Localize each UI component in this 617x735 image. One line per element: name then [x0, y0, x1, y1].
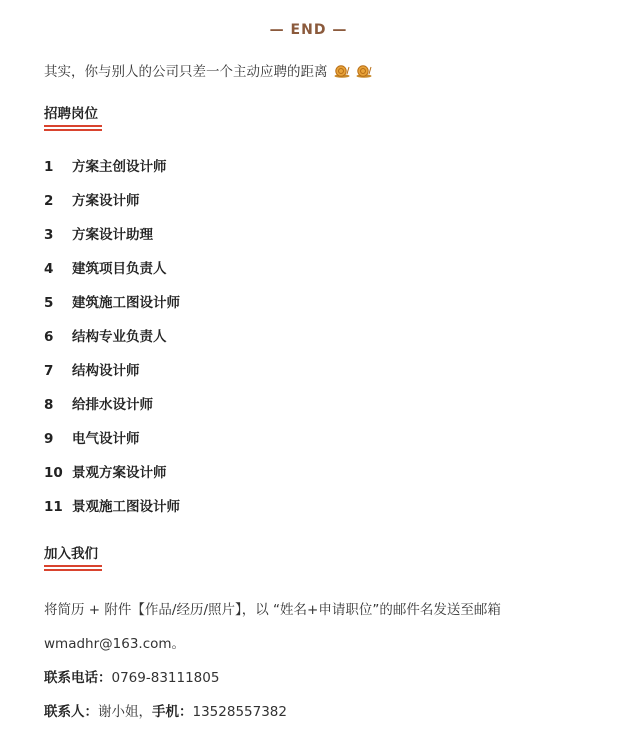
heading-underline: [44, 125, 102, 131]
contact-label: 联系人：: [44, 704, 98, 720]
intro-line: [44, 60, 372, 82]
position-item: 11 景观施工图设计师: [44, 499, 180, 515]
position-item: 4 建筑项目负责人: [44, 261, 167, 277]
heading-underline: [44, 565, 102, 571]
join-heading: 加入我们: [44, 546, 98, 562]
position-item: 6 结构专业负责人: [44, 329, 167, 345]
position-item: 10 景观方案设计师: [44, 465, 167, 481]
phone-label: 联系电话：: [44, 670, 112, 686]
application-instruction: 将简历 + 附件【作品/经历/照片】，以 “姓名+申请职位”的邮件名发送至邮箱: [44, 602, 501, 618]
position-item: 9 电气设计师: [44, 431, 140, 447]
position-item: 5 建筑施工图设计师: [44, 295, 180, 311]
mobile-label: 手机：: [152, 704, 193, 720]
position-item: 7 结构设计师: [44, 363, 140, 379]
contact-line: [44, 700, 287, 720]
email-address: wmadhr@163.com。: [44, 636, 186, 652]
positions-list: [44, 157, 180, 531]
mobile-number: 13528557382: [192, 704, 287, 720]
position-item: 3 方案设计助理: [44, 227, 153, 243]
snail-icon: [334, 64, 350, 82]
position-item: 2 方案设计师: [44, 193, 140, 209]
phone-number: 0769-83111805: [111, 670, 220, 686]
position-item: 1 方案主创设计师: [44, 159, 167, 175]
position-item: 8 给排水设计师: [44, 397, 153, 413]
contact-name: 谢小姐，: [98, 704, 152, 720]
end-marker: — END —: [269, 22, 348, 38]
positions-heading: 招聘岗位: [44, 106, 98, 122]
intro-text: 其实，你与别人的公司只差一个主动应聘的距离: [44, 64, 328, 80]
phone-line: [44, 666, 219, 686]
snail-icon: [356, 64, 372, 82]
